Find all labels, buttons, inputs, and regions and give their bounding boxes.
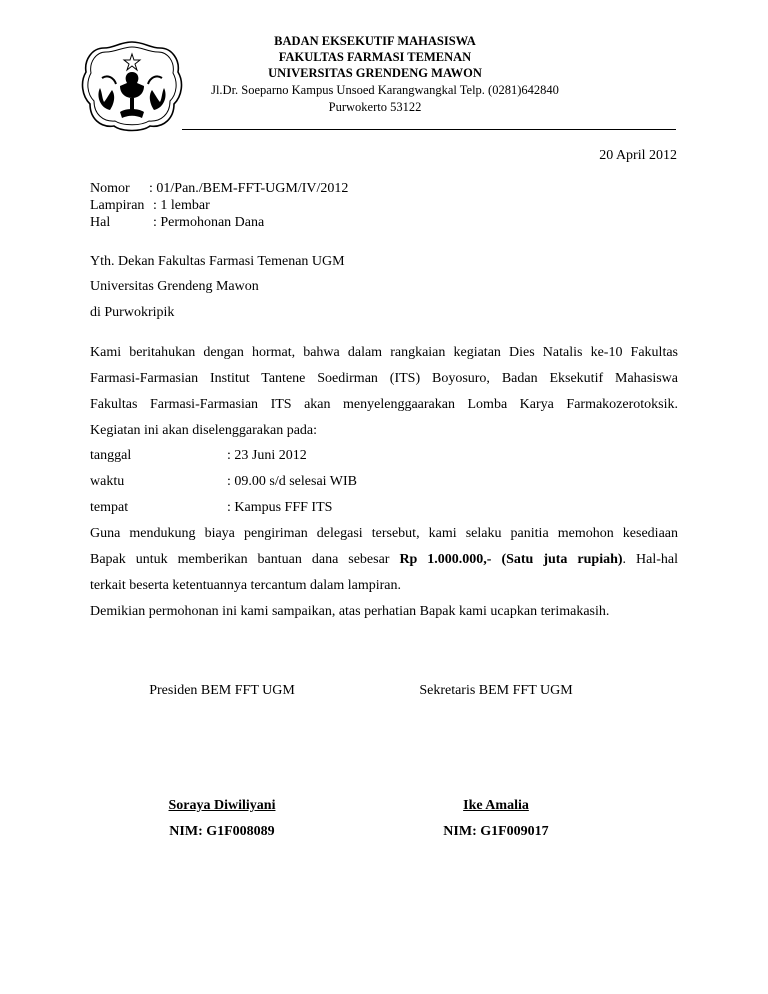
letterhead-university: UNIVERSITAS GRENDENG MAWON <box>268 66 482 80</box>
body-p1-line-1: Kami beritahukan dengan hormat, bahwa dalam rangkaian kegiatan Dies Natalis ke-10 Fakultas <box>90 345 678 360</box>
recipient-line-1: Yth. Dekan Fakultas Farmasi Temenan UGM <box>90 254 345 269</box>
signature-right-title: Sekretaris BEM FFT UGM <box>419 683 573 698</box>
recipient-line-3: di Purwokripik <box>90 305 175 320</box>
detail-tanggal-value: : 23 Juni 2012 <box>227 448 307 463</box>
body-p1-line-3: Fakultas Farmasi-Farmasian ITS akan menyelenggaarakan Lomba Karya Farmakozerotoksik. <box>90 397 678 412</box>
funding-amount: Rp 1.000.000,- (Satu juta rupiah) <box>399 552 623 567</box>
meta-nomor-label: Nomor <box>90 181 130 196</box>
signature-left-nim: NIM: G1F008089 <box>169 824 275 839</box>
detail-tempat-value: : Kampus FFF ITS <box>227 500 333 515</box>
detail-tempat-label: tempat <box>90 500 129 515</box>
letterhead-rule <box>182 129 676 130</box>
letterhead-faculty: FAKULTAS FARMASI TEMENAN <box>278 50 472 64</box>
letterhead-address: Jl.Dr. Soeparno Kampus Unsoed Karangwangkal Telp. (0281)642840 <box>211 83 559 97</box>
university-logo-icon <box>80 38 184 134</box>
letter-date: 20 April 2012 <box>599 148 677 163</box>
detail-waktu-label: waktu <box>90 474 125 489</box>
signature-left-name: Soraya Diwiliyani <box>168 798 276 813</box>
body-p2-line-2 <box>90 551 678 569</box>
meta-nomor-value: : 01/Pan./BEM-FFT-UGM/IV/2012 <box>149 181 349 196</box>
signature-left-title: Presiden BEM FFT UGM <box>149 683 295 698</box>
meta-hal <box>90 214 264 232</box>
body-p2-line-1: Guna mendukung biaya pengiriman delegasi tersebut, kami selaku panitia memohon kesediaan <box>90 526 678 541</box>
meta-nomor <box>90 180 348 198</box>
meta-hal-label: Hal <box>90 215 111 230</box>
detail-tanggal-label: tanggal <box>90 448 132 463</box>
body-p2-line-3: terkait beserta ketentuannya tercantum dalam lampiran. <box>90 578 401 593</box>
meta-lampiran-value: : 1 lembar <box>153 198 210 213</box>
body-p2-line-2-start: Bapak untuk memberikan bantuan dana sebesar <box>90 552 400 567</box>
detail-waktu-value: : 09.00 s/d selesai WIB <box>227 474 358 489</box>
signature-right-nim: NIM: G1F009017 <box>443 824 549 839</box>
recipient-line-2: Universitas Grendeng Mawon <box>90 279 259 294</box>
signature-right-name: Ike Amalia <box>463 798 529 813</box>
letterhead-org: BADAN EKSEKUTIF MAHASISWA <box>274 34 476 48</box>
meta-lampiran-label: Lampiran <box>90 198 145 213</box>
body-p3: Demikian permohonan ini kami sampaikan, atas perhatian Bapak kami ucapkan terimakasih. <box>90 604 610 619</box>
body-p1-line-4: Kegiatan ini akan diselenggarakan pada: <box>90 423 318 438</box>
meta-hal-value: : Permohonan Dana <box>153 215 265 230</box>
meta-lampiran <box>90 197 210 215</box>
body-p2-line-2-end: . Hal-hal <box>622 552 678 567</box>
letterhead-city: Purwokerto 53122 <box>328 100 422 114</box>
body-p1-line-2: Farmasi-Farmasian Institut Tantene Soedirman (ITS) Boyosuro, Badan Eksekutif Mahasiswa <box>90 371 678 386</box>
